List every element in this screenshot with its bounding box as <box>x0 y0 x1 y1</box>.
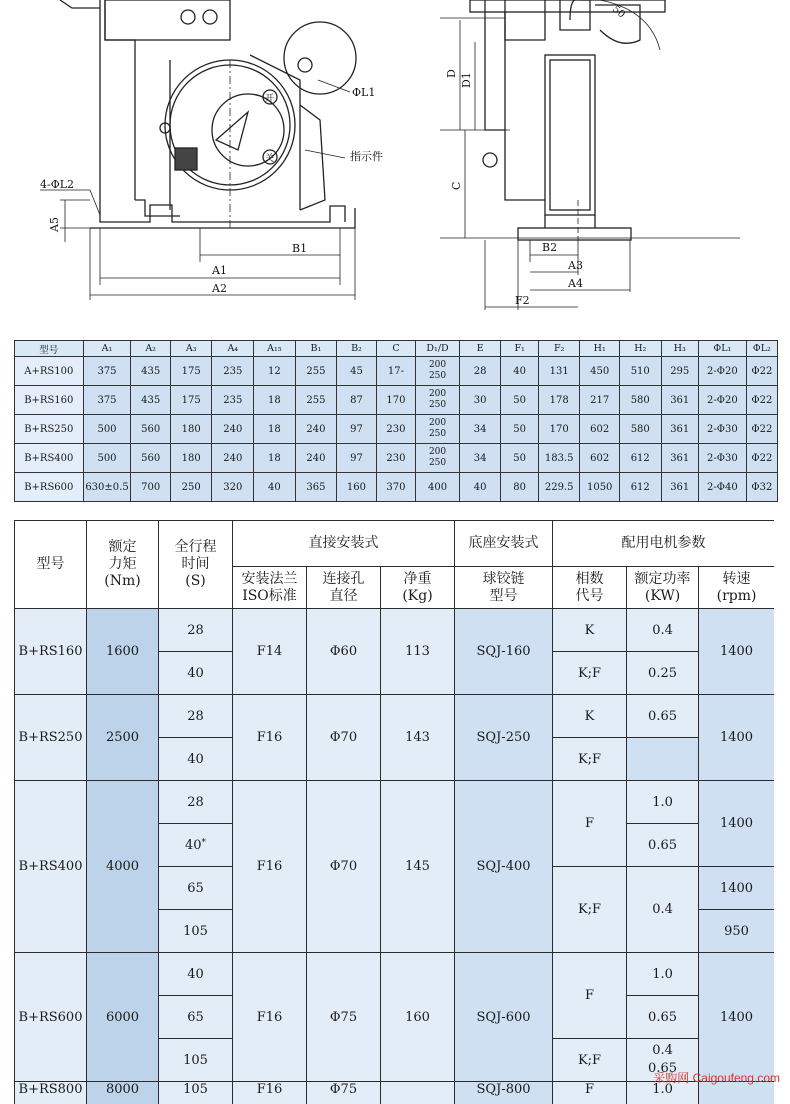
dim-cell: 612 <box>619 473 661 502</box>
phase-cell: K <box>553 695 627 738</box>
col-group-direct: 直接安装式 <box>233 521 455 567</box>
dim-cell: 217 <box>580 386 620 415</box>
a5-label: A5 <box>48 217 61 232</box>
dimension-table-body <box>15 357 778 502</box>
col-group-base: 底座安装式 <box>455 521 553 567</box>
time-cell: 40* <box>159 824 233 867</box>
dim-value: 200 <box>428 360 447 370</box>
dim-value: 200 <box>428 418 447 428</box>
a4-label: A4 <box>568 277 583 290</box>
dim-cell: 183.5 <box>538 444 580 473</box>
torque-cell: 4000 <box>87 781 159 953</box>
dim-cell: 40 <box>501 357 538 386</box>
power-cell: 1.0 <box>627 781 699 824</box>
dim-col-header: A₂ <box>131 341 171 357</box>
dim-value: 250 <box>428 371 447 381</box>
dim-cell: 45 <box>337 357 377 386</box>
table-row <box>15 415 778 444</box>
flange-cell: F16 <box>233 781 307 953</box>
dim-cell: 229.5 <box>538 473 580 502</box>
dim-cell: 612 <box>619 444 661 473</box>
a3-label: A3 <box>568 259 583 272</box>
open-mark: 开 <box>265 94 275 104</box>
model-cell: B+RS600 <box>15 953 87 1082</box>
col-hole: 连接孔 直径 <box>307 567 381 609</box>
col-power: 额定功率 (KW) <box>627 567 699 609</box>
dim-value: 250 <box>428 400 447 410</box>
model-cell: B+RS250 <box>15 415 84 444</box>
dim-cell: 28 <box>459 357 501 386</box>
dim-col-header: ΦL₁ <box>698 341 746 357</box>
d-label: D <box>445 69 458 78</box>
dim-cell <box>416 444 460 473</box>
dim-cell: 160 <box>337 473 377 502</box>
power-cell: 0.65 <box>627 695 699 738</box>
phase-cell: K;F <box>553 1039 627 1082</box>
dim-col-header: A₁ <box>83 341 131 357</box>
dim-cell: 50 <box>501 386 538 415</box>
dim-col-header: A₁₅ <box>254 341 296 357</box>
dim-cell: 361 <box>661 386 698 415</box>
torque-cell: 6000 <box>87 953 159 1082</box>
model-cell: B+RS400 <box>15 781 87 953</box>
dim-cell: 180 <box>170 415 212 444</box>
dim-cell: 700 <box>131 473 171 502</box>
b2-label: B2 <box>542 241 558 254</box>
phase-cell: K;F <box>553 738 627 781</box>
dim-cell: 365 <box>295 473 337 502</box>
dim-cell: Φ22 <box>746 444 777 473</box>
c-label: C <box>450 181 463 190</box>
dim-cell: 370 <box>376 473 416 502</box>
dim-cell: 34 <box>459 444 501 473</box>
time-cell: 28 <box>159 695 233 738</box>
flange-cell: F16 <box>233 953 307 1082</box>
dim-cell: 240 <box>212 444 254 473</box>
col-weight: 净重 (Kg) <box>381 567 455 609</box>
dim-cell: 230 <box>376 444 416 473</box>
power-cell: 0.4 0.65 <box>627 1039 699 1082</box>
col-chain: 球铰链 型号 <box>455 567 553 609</box>
weight-cell: 143 <box>381 695 455 781</box>
dim-cell: 2-Φ40 <box>698 473 746 502</box>
dim-cell: 361 <box>661 444 698 473</box>
model-cell: A+RS100 <box>15 357 84 386</box>
d1-label: D1 <box>460 72 473 88</box>
dim-cell: 435 <box>131 386 171 415</box>
power-cell: 1.0 <box>627 953 699 996</box>
dim-col-header: C <box>376 341 416 357</box>
dim-col-header: E <box>459 341 501 357</box>
phase-cell: F <box>553 781 627 867</box>
watermark: 采购网 Caigoufeng.com <box>653 1071 780 1085</box>
dim-cell: 630±0.5 <box>83 473 131 502</box>
power-cell: 1.0 <box>627 1082 699 1104</box>
torque-cell: 8000 <box>87 1082 159 1104</box>
col-group-motor: 配用电机参数 <box>553 521 774 567</box>
torque-cell: 1600 <box>87 609 159 695</box>
col-flange: 安装法兰 ISO标准 <box>233 567 307 609</box>
dim-cell: 255 <box>295 386 337 415</box>
indicator-label: 指示件 <box>350 150 383 163</box>
dim-cell: 240 <box>295 444 337 473</box>
table-row <box>15 357 778 386</box>
dim-cell: 175 <box>170 357 212 386</box>
weight-cell: 160 <box>381 953 455 1082</box>
dim-cell: 500 <box>83 415 131 444</box>
model-cell: B+RS160 <box>15 386 84 415</box>
dimension-table-header <box>15 341 778 357</box>
dim-cell: 235 <box>212 386 254 415</box>
dim-cell: 12 <box>254 357 296 386</box>
dim-cell: 18 <box>254 444 296 473</box>
dim-col-header: A₃ <box>170 341 212 357</box>
dim-col-header: F₂ <box>538 341 580 357</box>
dim-cell <box>416 357 460 386</box>
dim-cell: 80 <box>501 473 538 502</box>
dim-value: 200 <box>428 447 447 457</box>
dim-col-header: H₃ <box>661 341 698 357</box>
torque-cell: 2500 <box>87 695 159 781</box>
table-row <box>15 386 778 415</box>
performance-table <box>14 520 774 1104</box>
time-cell: 28 <box>159 781 233 824</box>
hole-cell: Φ70 <box>307 781 381 953</box>
dim-cell: 18 <box>254 415 296 444</box>
chain-cell: SQJ-160 <box>455 609 553 695</box>
time-cell: 28 <box>159 609 233 652</box>
table-row <box>15 444 778 473</box>
dim-cell: 240 <box>295 415 337 444</box>
speed-cell: 1400 <box>699 953 774 1082</box>
dim-cell: 17- <box>376 357 416 386</box>
dim-cell: 178 <box>538 386 580 415</box>
dim-cell: 375 <box>83 386 131 415</box>
dim-col-header: B₁ <box>295 341 337 357</box>
dim-col-header: A₄ <box>212 341 254 357</box>
dimension-drawing <box>0 0 790 330</box>
b1-label: B1 <box>292 242 308 255</box>
dim-cell: 500 <box>83 444 131 473</box>
dim-cell: 18 <box>254 386 296 415</box>
time-cell: 105 <box>159 1039 233 1082</box>
dim-cell: 2-Φ30 <box>698 415 746 444</box>
flange-cell: F16 <box>233 695 307 781</box>
dim-cell: 170 <box>376 386 416 415</box>
dim-cell: 250 <box>170 473 212 502</box>
power-cell: 0.4 <box>627 867 699 953</box>
performance-table-container <box>14 520 774 1104</box>
dim-cell: 560 <box>131 415 171 444</box>
weight-cell <box>381 1082 455 1104</box>
dim-cell: 40 <box>459 473 501 502</box>
speed-cell: 1400 <box>699 695 774 781</box>
chain-cell: SQJ-800 <box>455 1082 553 1104</box>
dim-cell: 87 <box>337 386 377 415</box>
dim-cell: 240 <box>212 415 254 444</box>
col-stroke-time: 全行程 时间 (S) <box>159 521 233 609</box>
dim-cell: 175 <box>170 386 212 415</box>
dim-col-header: 型号 <box>15 341 84 357</box>
time-cell: 40 <box>159 738 233 781</box>
dim-col-header: D₁/D <box>416 341 460 357</box>
power-cell: 0.65 <box>627 824 699 867</box>
dim-cell: 2-Φ20 <box>698 357 746 386</box>
flange-cell: F14 <box>233 609 307 695</box>
model-cell: B+RS800 <box>15 1082 87 1104</box>
chain-cell: SQJ-250 <box>455 695 553 781</box>
model-cell: B+RS400 <box>15 444 84 473</box>
dim-cell: 510 <box>619 357 661 386</box>
model-cell: B+RS250 <box>15 695 87 781</box>
dim-cell: 50 <box>501 415 538 444</box>
dim-cell: 361 <box>661 473 698 502</box>
dim-cell: 235 <box>212 357 254 386</box>
dim-cell: Φ22 <box>746 415 777 444</box>
a2-label: A2 <box>212 282 227 295</box>
dim-value: 200 <box>428 389 447 399</box>
hole-cell: Φ75 <box>307 953 381 1082</box>
col-speed: 转速 (rpm) <box>699 567 774 609</box>
chain-cell: SQJ-400 <box>455 781 553 953</box>
power-cell: 0.4 <box>627 609 699 652</box>
weight-cell: 113 <box>381 609 455 695</box>
time-cell: 65 <box>159 867 233 910</box>
dimension-table <box>14 340 778 502</box>
footnote-star: * <box>201 837 207 848</box>
dim-cell: 50 <box>501 444 538 473</box>
phase-cell: F <box>553 953 627 1039</box>
weight-cell: 145 <box>381 781 455 953</box>
dim-cell <box>416 386 460 415</box>
dim-cell: 602 <box>580 444 620 473</box>
dim-cell: 295 <box>661 357 698 386</box>
time-cell: 105 <box>159 1082 233 1104</box>
a1-label: A1 <box>212 264 227 277</box>
dim-col-header: H₁ <box>580 341 620 357</box>
dim-cell: 1050 <box>580 473 620 502</box>
phase-cell: K;F <box>553 867 627 953</box>
dim-cell: 560 <box>131 444 171 473</box>
time-cell: 65 <box>159 996 233 1039</box>
dim-cell: 400 <box>416 473 460 502</box>
dim-cell: 2-Φ30 <box>698 444 746 473</box>
col-torque: 额定 力矩 (Nm) <box>87 521 159 609</box>
phi-l1-label: ΦL1 <box>352 86 376 99</box>
table-row <box>15 473 778 502</box>
flange-cell: F16 <box>233 1082 307 1104</box>
dim-col-header: H₂ <box>619 341 661 357</box>
dim-cell: 40 <box>254 473 296 502</box>
chain-cell: SQJ-600 <box>455 953 553 1082</box>
phase-cell: K <box>553 609 627 652</box>
dim-cell: Φ22 <box>746 357 777 386</box>
speed-cell: 1400 <box>699 867 774 910</box>
dim-col-header: B₂ <box>337 341 377 357</box>
dim-cell: Φ32 <box>746 473 777 502</box>
dim-cell: 180 <box>170 444 212 473</box>
dim-cell: 361 <box>661 415 698 444</box>
dim-cell: 97 <box>337 444 377 473</box>
dim-cell: 450 <box>580 357 620 386</box>
power-cell-empty <box>627 738 699 781</box>
dimension-table-container <box>14 340 778 502</box>
dim-cell: 602 <box>580 415 620 444</box>
dim-cell: 375 <box>83 357 131 386</box>
model-cell: B+RS600 <box>15 473 84 502</box>
dim-cell: 230 <box>376 415 416 444</box>
time-cell: 40 <box>159 953 233 996</box>
hole-cell: Φ60 <box>307 609 381 695</box>
model-cell: B+RS160 <box>15 609 87 695</box>
dim-cell: 170 <box>538 415 580 444</box>
dim-value: 250 <box>428 429 447 439</box>
dim-cell: Φ22 <box>746 386 777 415</box>
close-mark: 关 <box>265 154 275 164</box>
dim-cell: 255 <box>295 357 337 386</box>
dim-cell: 131 <box>538 357 580 386</box>
phase-cell: K;F <box>553 652 627 695</box>
four-phi-l2-label: 4-ΦL2 <box>40 178 75 191</box>
hole-cell: Φ70 <box>307 695 381 781</box>
dim-cell: 2-Φ20 <box>698 386 746 415</box>
dim-cell: 580 <box>619 386 661 415</box>
dim-cell: 320 <box>212 473 254 502</box>
dim-cell: 435 <box>131 357 171 386</box>
dim-col-header: ΦL₂ <box>746 341 777 357</box>
power-cell: 0.65 <box>627 996 699 1039</box>
f2-label: F2 <box>515 294 530 307</box>
hole-cell: Φ75 <box>307 1082 381 1104</box>
speed-cell: 1400 <box>699 609 774 695</box>
col-model: 型号 <box>15 521 87 609</box>
col-phase: 相数 代号 <box>553 567 627 609</box>
dim-cell: 97 <box>337 415 377 444</box>
dim-value: 250 <box>428 458 447 468</box>
time-cell: 105 <box>159 910 233 953</box>
dim-cell: 34 <box>459 415 501 444</box>
dim-col-header: F₁ <box>501 341 538 357</box>
speed-cell: 950 <box>699 910 774 953</box>
dim-cell: 580 <box>619 415 661 444</box>
power-cell: 0.25 <box>627 652 699 695</box>
time-cell: 40 <box>159 652 233 695</box>
dim-cell: 30 <box>459 386 501 415</box>
r50-label: 50 <box>610 3 627 21</box>
dim-cell <box>416 415 460 444</box>
phase-cell: F <box>553 1082 627 1104</box>
speed-cell: 1400 <box>699 781 774 867</box>
